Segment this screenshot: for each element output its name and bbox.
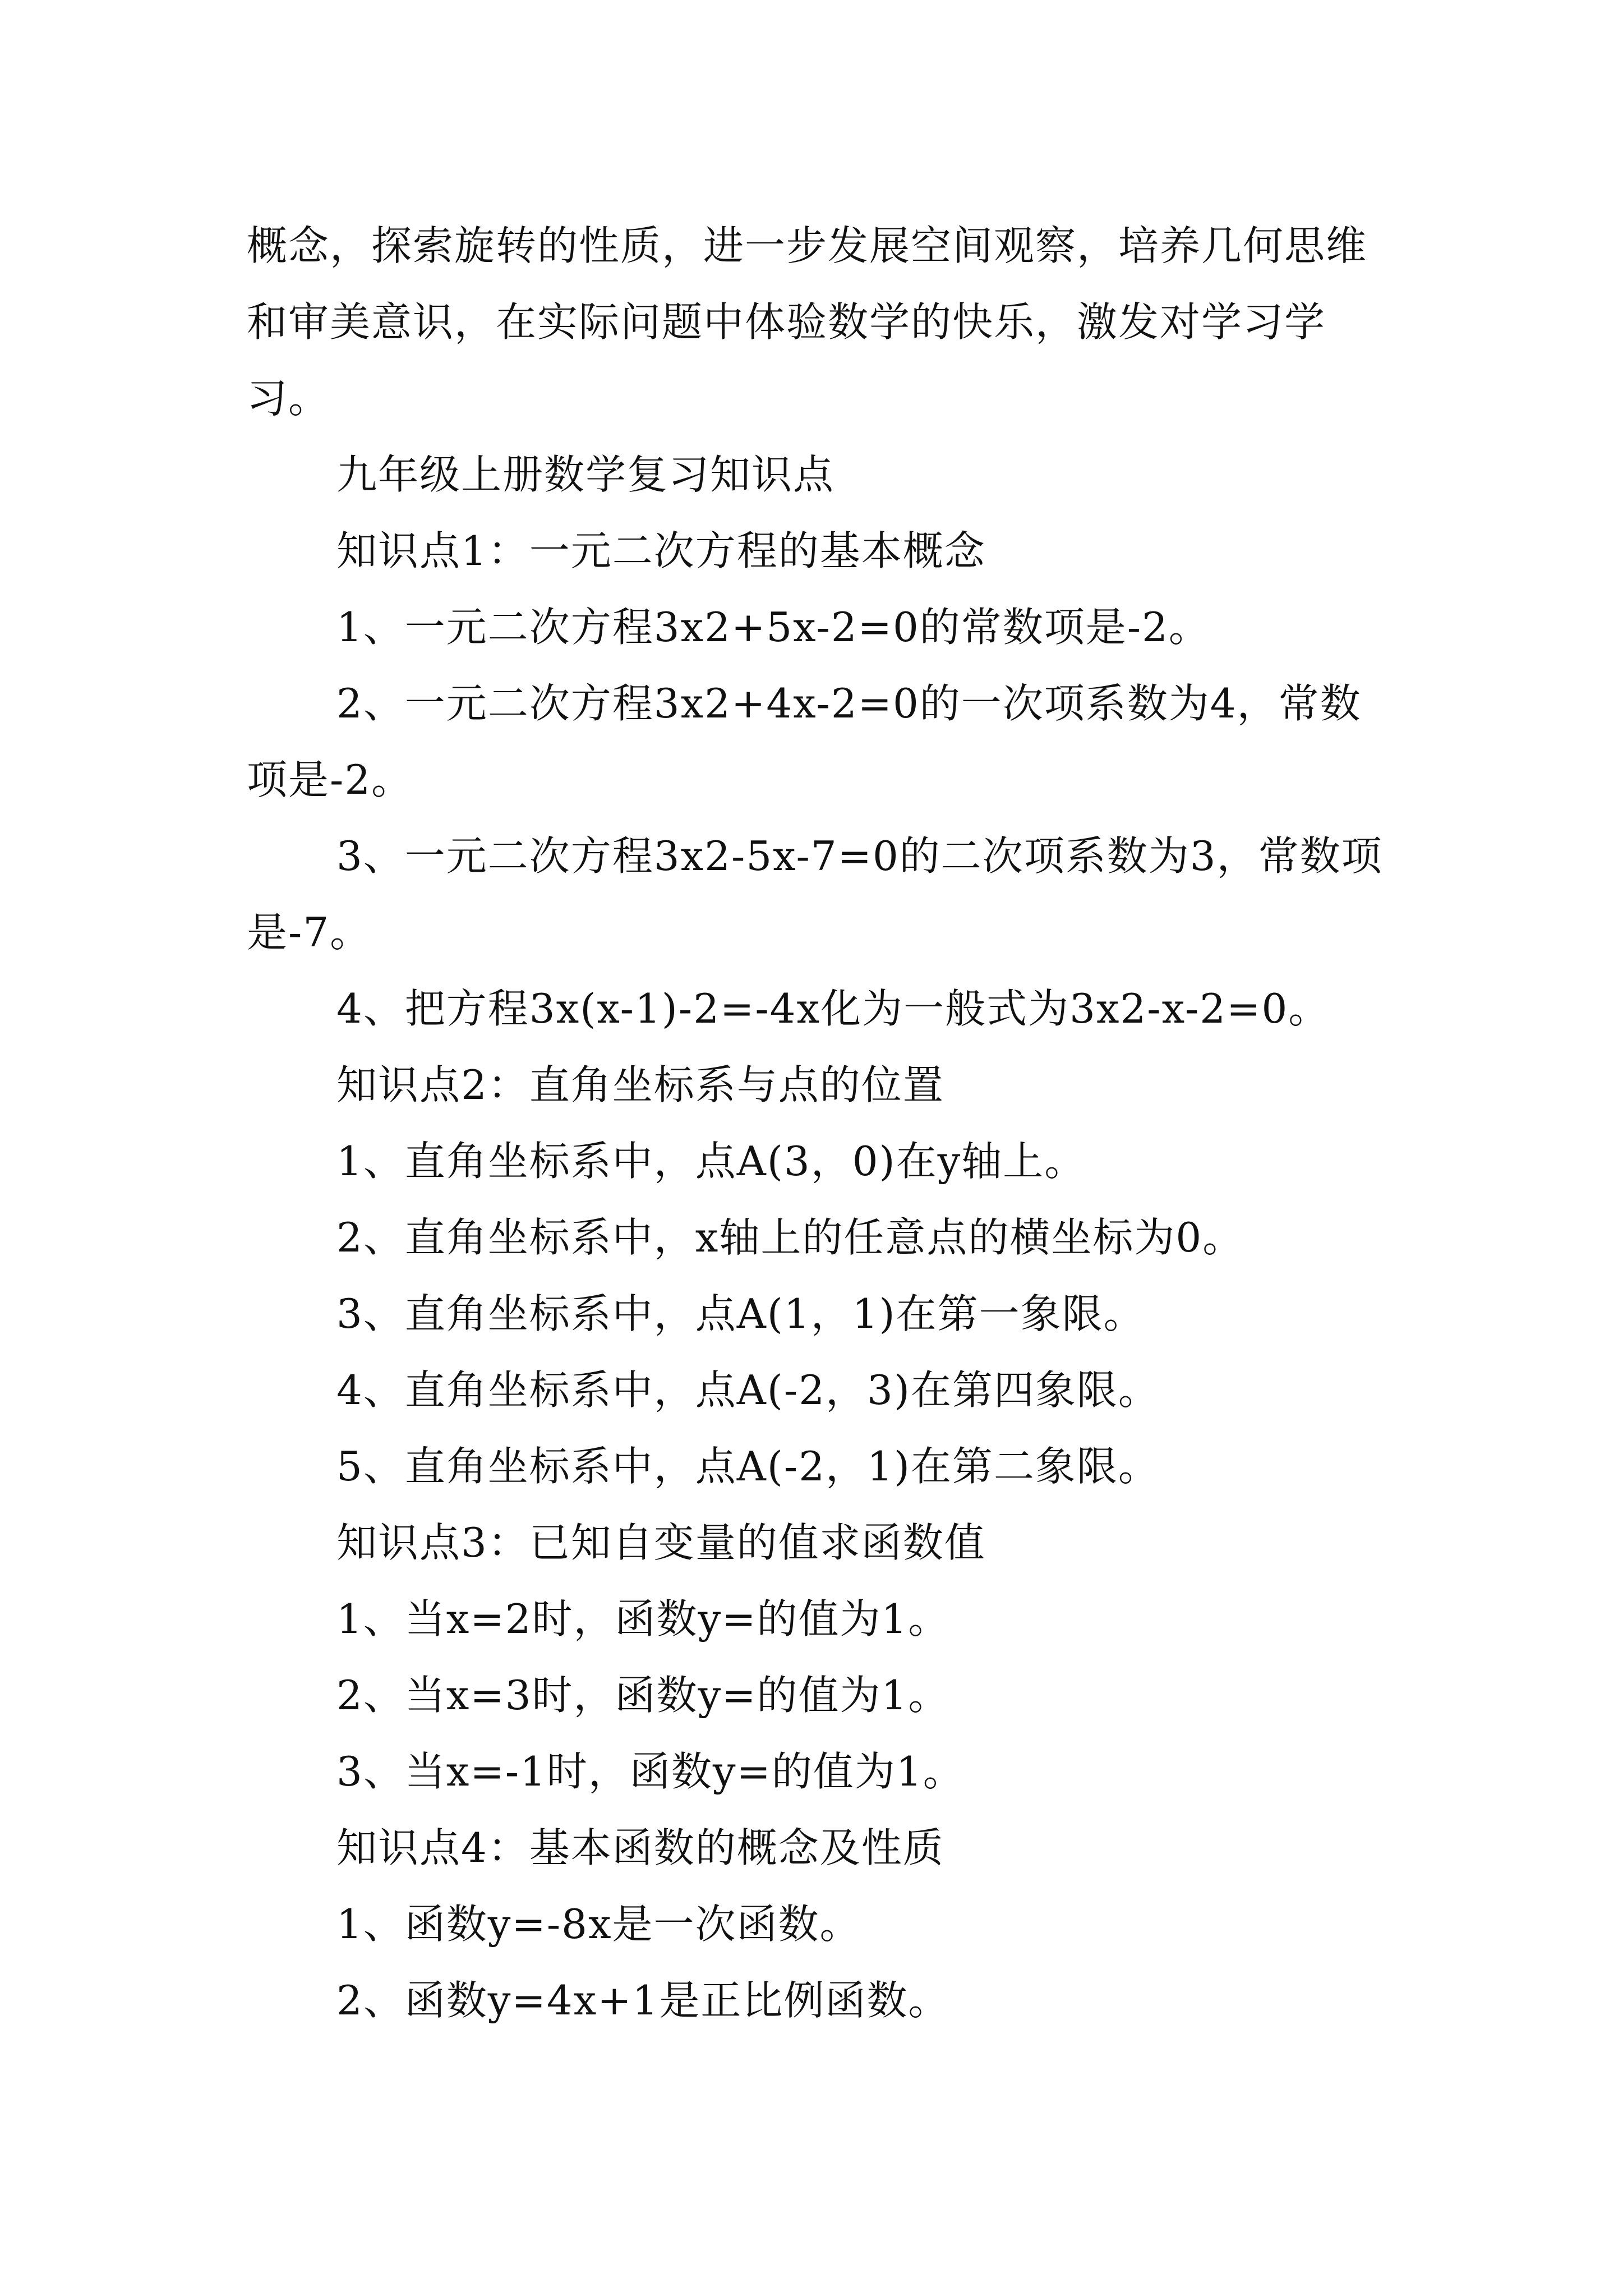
kp2-item: 3、直角坐标系中，点A(1，1)在第一象限。 — [336, 1290, 1145, 1337]
kp1-heading: 知识点1：一元二次方程的基本概念 — [336, 527, 986, 574]
document-body — [247, 208, 1391, 2039]
kp3-item: 1、当x=2时，函数y=的值为1。 — [336, 1595, 950, 1642]
kp3-heading: 知识点3：已知自变量的值求函数值 — [336, 1519, 986, 1566]
kp4-item: 1、函数y=-8x是一次函数。 — [336, 1901, 861, 1948]
kp3-item: 2、当x=3时，函数y=的值为1。 — [336, 1672, 950, 1719]
kp3-item: 3、当x=-1时，函数y=的值为1。 — [336, 1748, 965, 1795]
kp1-item: 3、一元二次方程3x2-5x-7=0的二次项系数为3，常数项是-7。 — [247, 832, 1383, 956]
kp2-item: 2、直角坐标系中，x轴上的任意点的横坐标为0。 — [336, 1214, 1244, 1261]
kp4-heading: 知识点4：基本函数的概念及性质 — [336, 1824, 944, 1871]
section-title: 九年级上册数学复习知识点 — [336, 451, 835, 498]
kp4-item: 2、函数y=4x+1是正比例函数。 — [336, 1977, 950, 2024]
intro-paragraph: 概念，探索旋转的性质，进一步发展空间观察，培养几何思维和审美意识，在实际问题中体验数学的快乐，激发对学习学习。 — [247, 222, 1368, 422]
kp1-item: 1、一元二次方程3x2+5x-2=0的常数项是-2。 — [336, 604, 1210, 651]
kp2-heading: 知识点2：直角坐标系与点的位置 — [336, 1061, 944, 1108]
kp2-item: 4、直角坐标系中，点A(-2，3)在第四象限。 — [336, 1366, 1160, 1414]
kp1-item: 4、把方程3x(x-1)-2=-4x化为一般式为3x2-x-2=0。 — [336, 985, 1330, 1032]
kp2-item: 1、直角坐标系中，点A(3，0)在y轴上。 — [336, 1138, 1086, 1185]
kp1-item: 2、一元二次方程3x2+4x-2=0的一次项系数为4，常数项是-2。 — [247, 680, 1362, 803]
kp2-item: 5、直角坐标系中，点A(-2，1)在第二象限。 — [336, 1443, 1160, 1490]
